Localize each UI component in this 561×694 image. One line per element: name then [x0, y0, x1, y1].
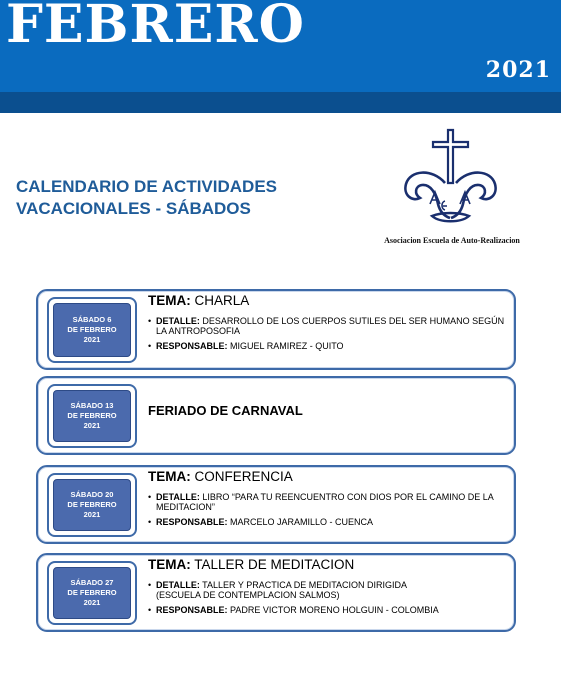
- event-tema: [148, 293, 249, 308]
- detalle-label: DETALLE:: [156, 492, 200, 502]
- event-card-2: [36, 376, 516, 455]
- bullet-dot: •: [148, 605, 152, 615]
- calendar-title-line2: VACACIONALES - SÁBADOS: [16, 199, 251, 218]
- event-detalle: [148, 316, 510, 336]
- date-year: 2021: [83, 421, 101, 430]
- responsable-value: MIGUEL RAMIREZ - QUITO: [230, 341, 344, 351]
- date-month: DE FEBRERO: [67, 500, 117, 509]
- tema-value: CHARLA: [194, 293, 250, 308]
- header-band: [0, 92, 561, 113]
- event-tema: [148, 469, 293, 484]
- calendar-title-line1: CALENDARIO DE ACTIVIDADES: [16, 177, 277, 196]
- event-responsable: [148, 605, 510, 615]
- tema-value: TALLER DE MEDITACION: [194, 557, 355, 572]
- feriado-label: FERIADO DE CARNAVAL: [148, 403, 303, 418]
- tema-label: TEMA:: [148, 557, 191, 572]
- date-day: SÁBADO 20: [70, 490, 114, 499]
- detalle-value: LIBRO “PARA TU REENCUENTRO CON DIOS POR EL CAMINO DE LA MEDITACION”: [156, 492, 494, 512]
- event-responsable: [148, 517, 510, 527]
- date-badge: [53, 479, 131, 531]
- responsable-label: RESPONSABLE:: [156, 605, 228, 615]
- detalle-value: TALLER Y PRACTICA DE MEDITACION DIRIGIDA (ESCUELA DE CONTEMPLACION SALMOS): [156, 580, 407, 600]
- date-badge-frame: [47, 297, 137, 363]
- bullet-dot: •: [148, 492, 152, 502]
- date-badge-frame: [47, 561, 137, 625]
- responsable-value: PADRE VICTOR MORENO HOLGUIN - COLOMBIA: [230, 605, 439, 615]
- responsable-label: RESPONSABLE:: [156, 517, 228, 527]
- logo-caption: Asociacion Escuela de Auto-Realizacion: [384, 236, 520, 245]
- tema-label: TEMA:: [148, 469, 191, 484]
- event-card-1: [36, 289, 516, 370]
- bullet-dot: •: [148, 580, 152, 590]
- event-detalle: [148, 492, 510, 512]
- date-month: DE FEBRERO: [67, 411, 117, 420]
- date-badge: [53, 390, 131, 442]
- date-year: 2021: [83, 510, 101, 519]
- responsable-label: RESPONSABLE:: [156, 341, 228, 351]
- date-day: SÁBADO 27: [70, 578, 114, 587]
- tema-label: TEMA:: [148, 293, 191, 308]
- bullet-dot: •: [148, 341, 152, 351]
- date-month: DE FEBRERO: [67, 325, 117, 334]
- responsable-value: MARCELO JARAMILLO - CUENCA: [230, 517, 374, 527]
- tema-value: CONFERENCIA: [194, 469, 293, 484]
- date-badge: [53, 303, 131, 357]
- bullet-dot: •: [148, 517, 152, 527]
- date-year: 2021: [83, 335, 101, 344]
- date-day: SÁBADO 6: [72, 315, 112, 324]
- date-badge: [53, 567, 131, 619]
- detalle-label: DETALLE:: [156, 580, 200, 590]
- date-day: SÁBADO 13: [70, 401, 114, 410]
- detalle-value: DESARROLLO DE LOS CUERPOS SUTILES DEL SER HUMANO SEGÚN LA ANTROPOSOFIA: [156, 316, 505, 336]
- header-banner: [0, 0, 561, 92]
- event-card-4: [36, 553, 516, 632]
- month-title: FEBRERO: [6, 0, 305, 55]
- event-responsable: [148, 341, 510, 351]
- year-label: 2021: [485, 57, 551, 83]
- event-card-3: [36, 465, 516, 544]
- date-badge-frame: [47, 473, 137, 537]
- date-badge-frame: [47, 384, 137, 448]
- cross-fleur-logo-icon: [398, 128, 502, 228]
- date-year: 2021: [83, 598, 101, 607]
- calendar-title: [16, 176, 346, 220]
- event-tema: [148, 557, 354, 572]
- bullet-dot: •: [148, 316, 152, 326]
- event-detalle: [148, 580, 448, 600]
- detalle-label: DETALLE:: [156, 316, 200, 326]
- date-month: DE FEBRERO: [67, 588, 117, 597]
